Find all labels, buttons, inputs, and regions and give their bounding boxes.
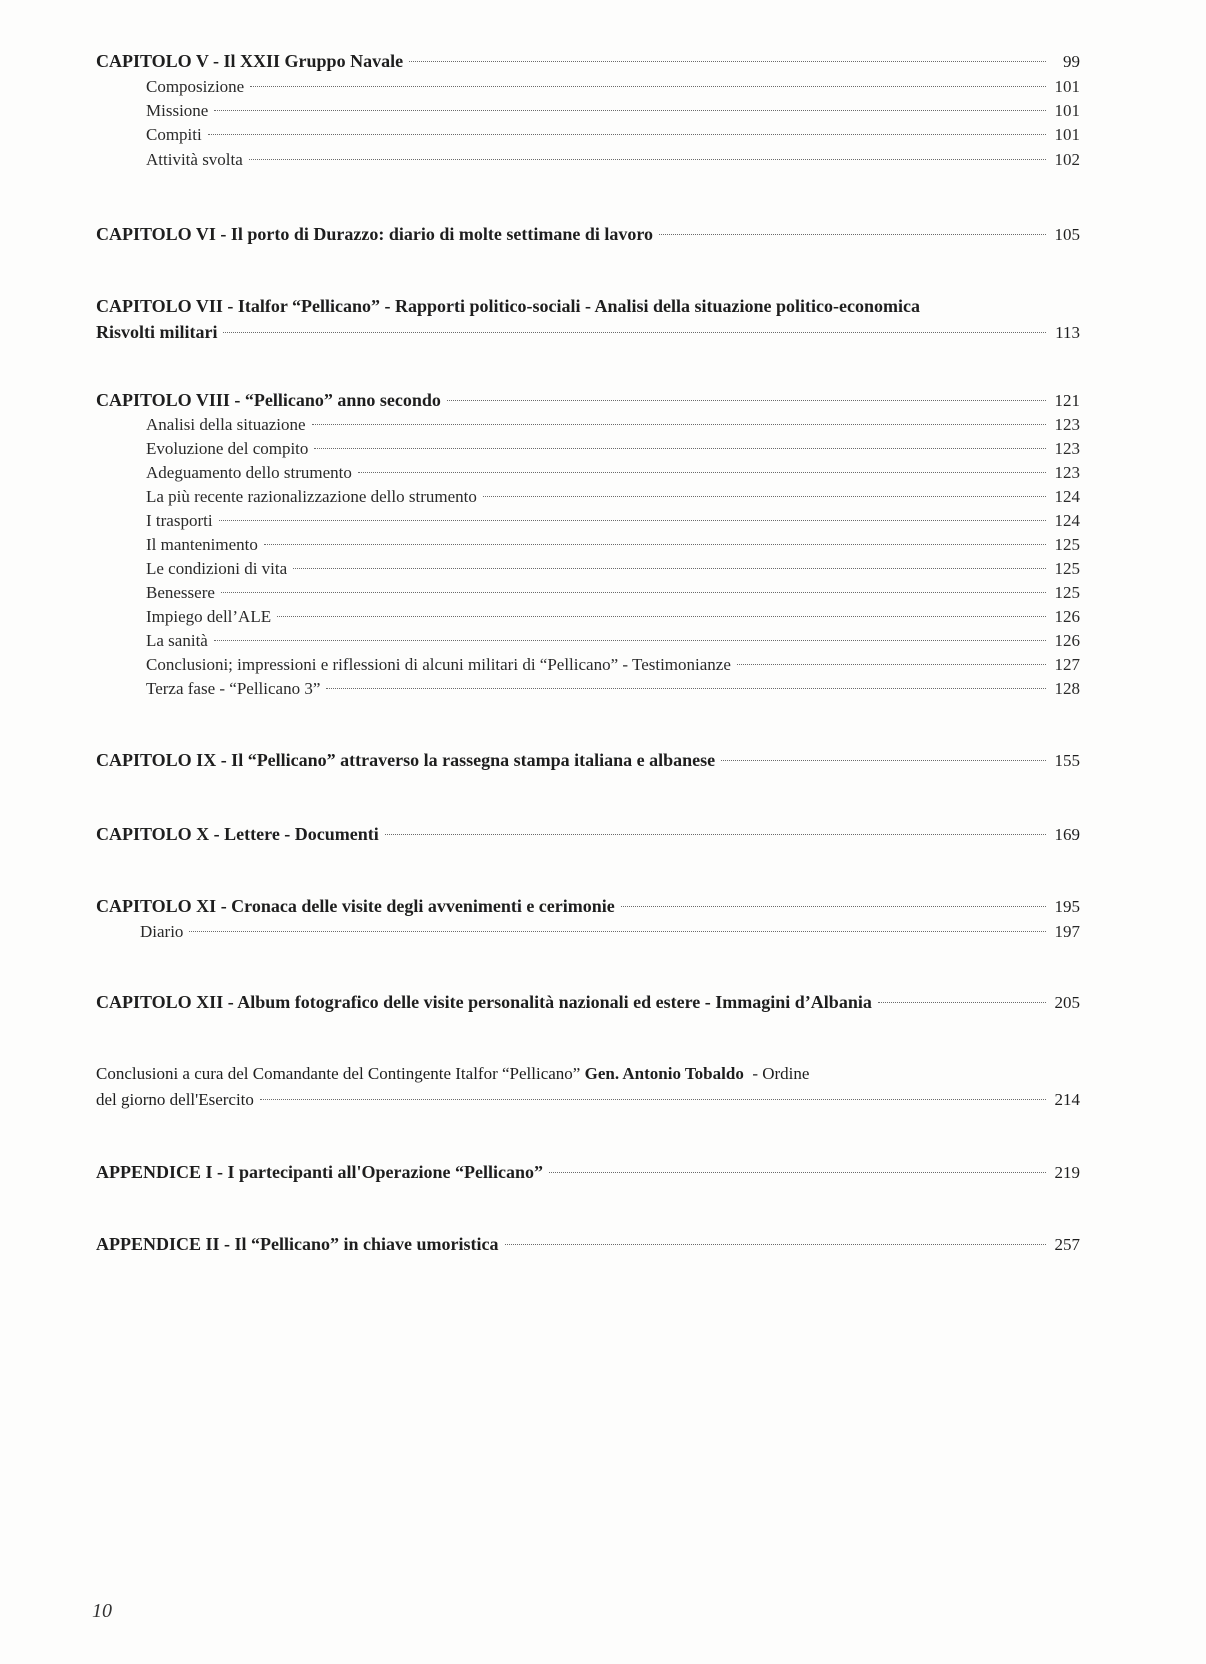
entry-page: 101 — [1054, 101, 1080, 120]
toc-subentry[interactable] — [96, 147, 1080, 173]
entry-page: 257 — [1054, 1235, 1080, 1254]
toc-entry-line1[interactable] — [96, 293, 1080, 319]
entry-title: Il mantenimento — [146, 535, 258, 554]
entry-title: La più recente razionalizzazione dello strumento — [146, 487, 477, 506]
entry-page: 123 — [1054, 463, 1080, 482]
entry-title: APPENDICE I - I partecipanti all'Operazione “Pellicano” — [96, 1162, 543, 1182]
dot-leader — [249, 159, 1046, 160]
toc-subentry[interactable] — [96, 509, 1080, 533]
dot-leader — [358, 472, 1046, 473]
toc-subentry[interactable] — [96, 413, 1080, 437]
toc-entry-line1[interactable] — [96, 1061, 1080, 1087]
toc-chapter-9 — [96, 747, 1080, 773]
entry-title: CAPITOLO V - Il XXII Gruppo Navale — [96, 51, 404, 71]
toc-subentry[interactable] — [96, 581, 1080, 605]
dot-leader — [447, 400, 1046, 401]
dot-leader — [737, 664, 1046, 665]
toc-appendix-1 — [96, 1159, 1080, 1185]
toc-entry[interactable] — [96, 387, 1080, 413]
toc-entry[interactable] — [96, 1231, 1080, 1257]
entry-title-part: - Ordine — [752, 1064, 810, 1083]
dot-leader — [659, 234, 1046, 235]
dot-leader — [208, 134, 1046, 135]
toc-entry[interactable] — [96, 747, 1080, 773]
entry-page: 219 — [1054, 1163, 1080, 1182]
entry-page: 205 — [1054, 993, 1080, 1012]
toc-entry[interactable] — [96, 989, 1080, 1015]
toc-subentry[interactable] — [96, 605, 1080, 629]
toc-chapter-12 — [96, 989, 1080, 1015]
dot-leader — [277, 616, 1046, 617]
toc-chapter-5 — [96, 48, 1080, 173]
toc-subentry[interactable] — [96, 122, 1080, 147]
toc-subentry[interactable] — [96, 100, 1080, 122]
entry-title: Le condizioni di vita — [146, 559, 288, 578]
dot-leader — [250, 86, 1046, 87]
entry-page: 126 — [1054, 631, 1080, 650]
toc-entry[interactable] — [96, 821, 1080, 847]
entry-page: 121 — [1054, 391, 1080, 410]
toc-subentry[interactable] — [96, 461, 1080, 485]
entry-page: 127 — [1054, 655, 1080, 674]
entry-page: 125 — [1054, 535, 1080, 554]
entry-title-part: Conclusioni a cura del Comandante del Contingente Italfor “Pellicano” — [96, 1064, 581, 1083]
entry-page: 99 — [1063, 52, 1080, 71]
dot-leader — [189, 931, 1046, 932]
table-of-contents — [96, 48, 1080, 1257]
entry-title: Diario — [140, 922, 184, 941]
entry-page: 126 — [1054, 607, 1080, 626]
toc-entry[interactable] — [96, 1159, 1080, 1185]
dot-leader — [621, 906, 1046, 907]
page-number: 10 — [92, 1600, 112, 1622]
entry-page: 125 — [1054, 559, 1080, 578]
dot-leader — [221, 592, 1046, 593]
entry-title: APPENDICE II - Il “Pellicano” in chiave umoristica — [96, 1234, 499, 1254]
dot-leader — [505, 1244, 1047, 1245]
toc-entry[interactable] — [96, 48, 1080, 74]
dot-leader — [314, 448, 1046, 449]
dot-leader — [214, 110, 1046, 111]
toc-chapter-10 — [96, 821, 1080, 847]
toc-chapter-11 — [96, 893, 1080, 945]
entry-page: 102 — [1054, 150, 1080, 169]
toc-conclusions — [96, 1061, 1080, 1113]
dot-leader — [721, 760, 1046, 761]
entry-title: CAPITOLO X - Lettere - Documenti — [96, 824, 379, 844]
entry-title: Attività svolta — [146, 150, 243, 169]
toc-subentry[interactable] — [96, 919, 1080, 945]
entry-page: 105 — [1054, 225, 1080, 244]
toc-entry-line2[interactable] — [96, 1087, 1080, 1113]
entry-title: Adeguamento dello strumento — [146, 463, 352, 482]
entry-title: del giorno dell'Esercito — [96, 1090, 254, 1109]
entry-title: Missione — [146, 101, 209, 120]
toc-entry-line2[interactable] — [96, 319, 1080, 345]
toc-subentry[interactable] — [96, 653, 1080, 677]
entry-page: 124 — [1054, 511, 1080, 530]
dot-leader — [264, 544, 1046, 545]
entry-title: La sanità — [146, 631, 208, 650]
toc-subentry[interactable] — [96, 437, 1080, 461]
entry-page: 125 — [1054, 583, 1080, 602]
toc-subentry[interactable] — [96, 74, 1080, 100]
dot-leader — [549, 1172, 1046, 1173]
entry-page: 101 — [1054, 77, 1080, 96]
dot-leader — [326, 688, 1046, 689]
toc-subentry[interactable] — [96, 485, 1080, 509]
dot-leader — [409, 61, 1046, 62]
entry-title: Composizione — [146, 77, 245, 96]
toc-chapter-8 — [96, 387, 1080, 701]
entry-page: 155 — [1054, 751, 1080, 770]
entry-page: 124 — [1054, 487, 1080, 506]
entry-title: CAPITOLO VIII - “Pellicano” anno secondo — [96, 390, 441, 410]
dot-leader — [223, 332, 1046, 333]
toc-chapter-7 — [96, 293, 1080, 345]
toc-chapter-6 — [96, 221, 1080, 247]
entry-title: I trasporti — [146, 511, 213, 530]
entry-title: CAPITOLO IX - Il “Pellicano” attraverso la rassegna stampa italiana e albanese — [96, 750, 716, 770]
toc-subentry[interactable] — [96, 557, 1080, 581]
entry-page: 123 — [1054, 415, 1080, 434]
entry-title: Risvolti militari — [96, 322, 218, 342]
dot-leader — [219, 520, 1046, 521]
entry-page: 169 — [1054, 825, 1080, 844]
entry-title: Benessere — [146, 583, 215, 602]
entry-title: Evoluzione del compito — [146, 439, 309, 458]
entry-title: CAPITOLO VII - Italfor “Pellicano” - Rapporti politico-sociali - Analisi della situazione politico-economica — [96, 296, 920, 316]
entry-page: 123 — [1054, 439, 1080, 458]
dot-leader — [385, 834, 1046, 835]
toc-subentry[interactable] — [96, 533, 1080, 557]
entry-title: Terza fase - “Pellicano 3” — [146, 679, 321, 698]
entry-title: Compiti — [146, 125, 202, 144]
dot-leader — [483, 496, 1046, 497]
toc-entry[interactable] — [96, 893, 1080, 919]
entry-title: CAPITOLO XII - Album fotografico delle visite personalità nazionali ed estere - Immagini d’Albania — [96, 992, 872, 1012]
entry-title: CAPITOLO VI - Il porto di Durazzo: diario di molte settimane di lavoro — [96, 224, 653, 244]
dot-leader — [878, 1002, 1046, 1003]
toc-appendix-2 — [96, 1231, 1080, 1257]
entry-page: 101 — [1054, 125, 1080, 144]
entry-page: 195 — [1054, 897, 1080, 916]
entry-title: CAPITOLO XI - Cronaca delle visite degli avvenimenti e cerimonie — [96, 896, 615, 916]
dot-leader — [312, 424, 1046, 425]
entry-page: 197 — [1054, 922, 1080, 941]
entry-title: Conclusioni; impressioni e riflessioni di alcuni militari di “Pellicano” - Testimonianze — [146, 655, 731, 674]
dot-leader — [293, 568, 1046, 569]
dot-leader — [214, 640, 1046, 641]
entry-title: Analisi della situazione — [146, 415, 306, 434]
entry-title: Impiego dell’ALE — [146, 607, 272, 626]
dot-leader — [260, 1099, 1046, 1100]
entry-page: 128 — [1054, 679, 1080, 698]
entry-author: Gen. Antonio Tobaldo — [584, 1064, 744, 1083]
toc-entry[interactable] — [96, 221, 1080, 247]
toc-subentry[interactable] — [96, 677, 1080, 701]
entry-page: 214 — [1054, 1090, 1080, 1109]
entry-page: 113 — [1055, 323, 1080, 342]
toc-subentry[interactable] — [96, 629, 1080, 653]
